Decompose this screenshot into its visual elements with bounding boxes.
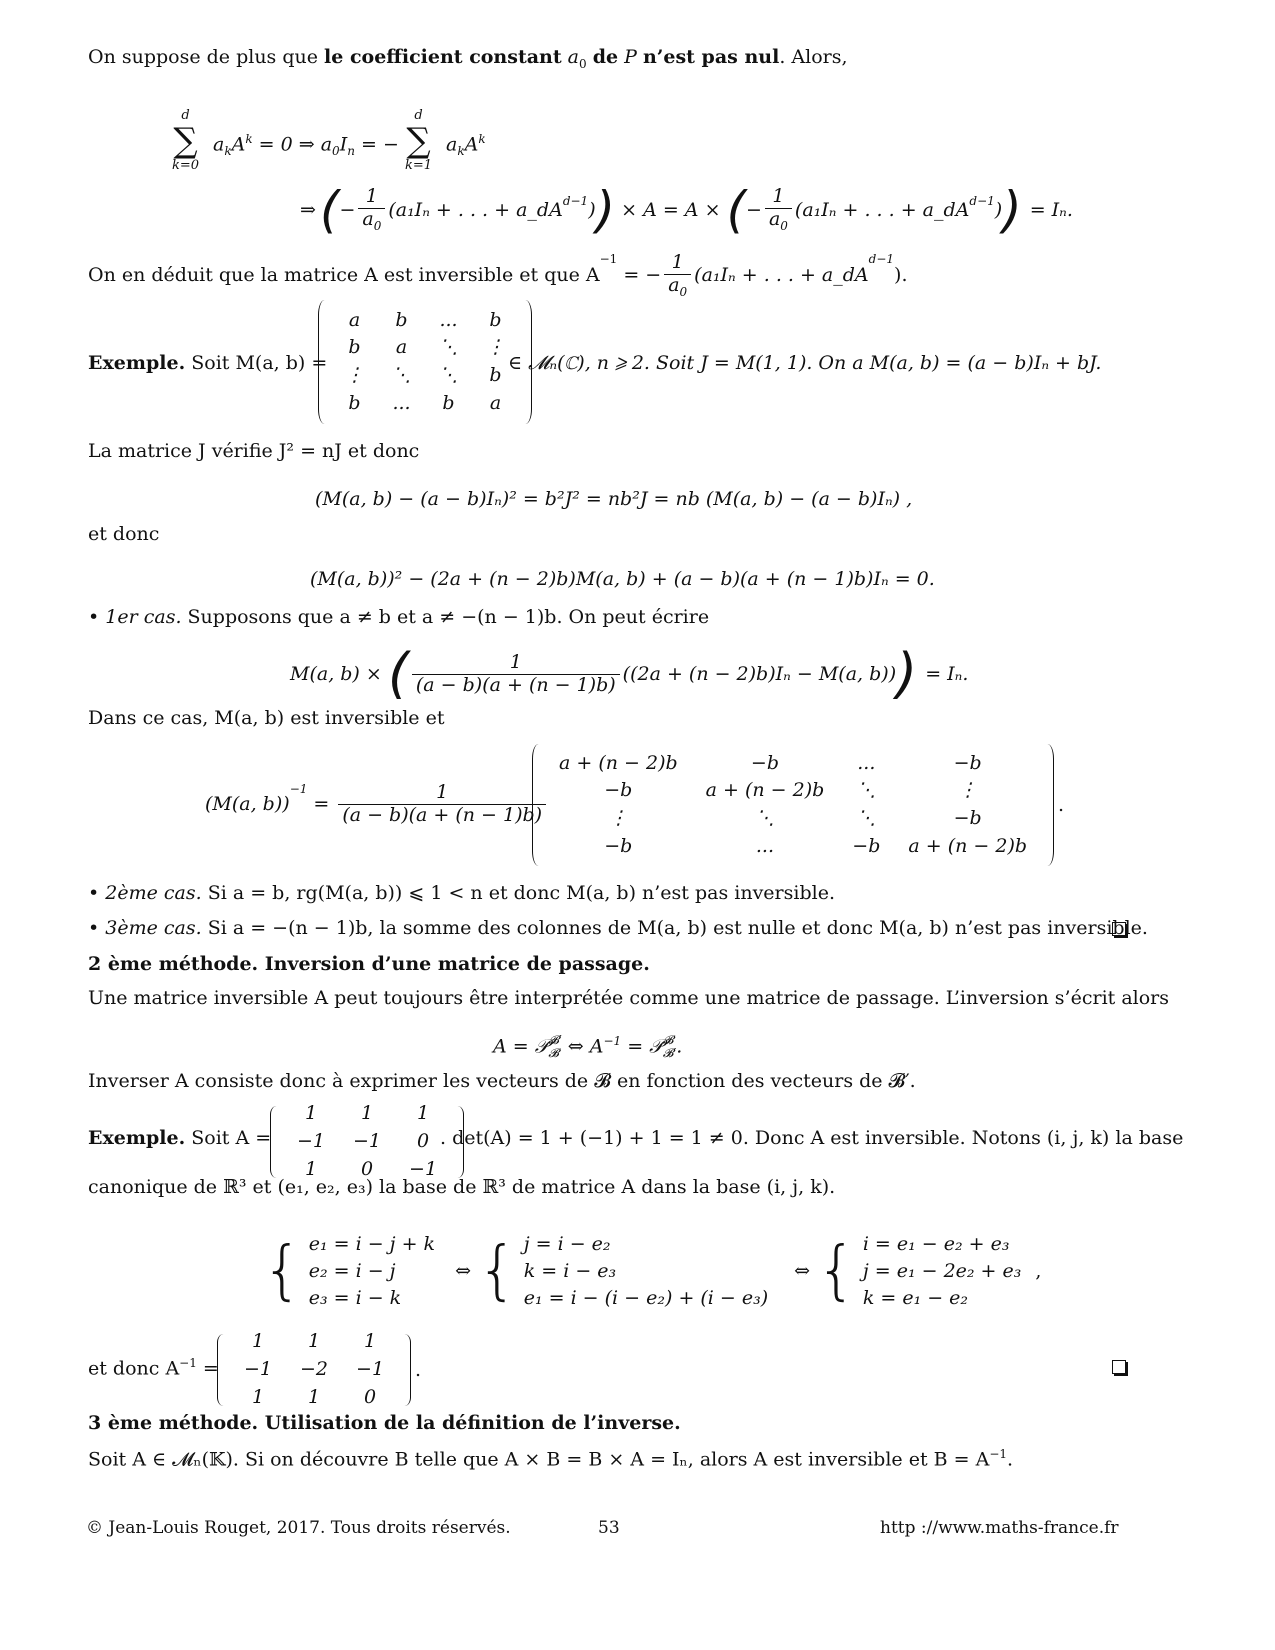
- intro-bold-de: de: [592, 46, 619, 68]
- mcell: b: [348, 336, 361, 359]
- bullet-3: •: [88, 917, 100, 939]
- bullet-2: •: [88, 882, 100, 904]
- mcell: ⋱: [392, 364, 411, 386]
- mcell: b: [489, 308, 502, 331]
- m2-sup1: 𝓑′: [548, 1033, 562, 1048]
- intro-post: . Alors,: [779, 46, 848, 68]
- sys3-row: k = e₁ − e₂: [862, 1286, 969, 1309]
- frac-den-sub-2: 0: [780, 218, 788, 233]
- frac-1-a0: [358, 186, 385, 233]
- inner-sup-2: d−1: [969, 194, 995, 208]
- footer-page-number: 53: [598, 1518, 620, 1538]
- icell: ⋮: [608, 807, 628, 829]
- ak-sub: k: [224, 144, 232, 159]
- icell: −b: [953, 751, 982, 774]
- case2-line: [88, 882, 835, 905]
- m2-sub1: 𝓑: [548, 1046, 560, 1061]
- acell: −1: [409, 1157, 438, 1180]
- sys1-row: e₃ = i − k: [308, 1286, 402, 1309]
- example2-label-line: [88, 1127, 271, 1150]
- example2-line2: canonique de ℝ³ et (e₁, e₂, e₃) la base de ℝ³ de matrice A dans la base (i, j, k).: [88, 1176, 836, 1198]
- mcell: ⋱: [439, 336, 458, 359]
- system-1: [303, 1230, 441, 1312]
- eq1-eq: = −: [360, 133, 399, 156]
- deduce-frac-num: 1: [664, 252, 691, 275]
- sum-top-1: d: [181, 108, 190, 123]
- sigma-2: ∑: [406, 120, 431, 161]
- mcell: a: [489, 391, 502, 414]
- eq-J: (M(a, b) − (a − b)Iₙ)² = b²J² = nb²J = nb (M(a, b) − (a − b)Iₙ) ,: [315, 488, 913, 510]
- ak-a: a: [213, 133, 225, 156]
- Ak2-sup: k: [478, 132, 486, 146]
- inv-frac-den: (a − b)(a + (n − 1)b): [342, 803, 543, 826]
- systems-comma: ,: [1035, 1259, 1042, 1282]
- example1-label-line: [88, 352, 327, 375]
- case1-left: M(a, b) ×: [290, 663, 382, 685]
- matrix-Ainv: [217, 1328, 421, 1411]
- mcell: ...: [392, 391, 411, 414]
- m2-sup2: 𝓑: [662, 1033, 674, 1048]
- rcell: 1: [251, 1385, 265, 1408]
- case1-frac-den: (a − b)(a + (n − 1)b): [415, 673, 616, 696]
- intro-paragraph: [88, 46, 848, 71]
- case2-label: 2ème cas.: [105, 882, 202, 904]
- icell: ⋮: [958, 779, 978, 802]
- big-paren-open: (: [319, 181, 340, 239]
- footer-url[interactable]: http ://www.maths-france.fr: [880, 1518, 1119, 1538]
- result-text: et donc A: [88, 1357, 180, 1380]
- icell: ...: [857, 751, 876, 774]
- result-sup: −1: [179, 1356, 197, 1370]
- eq1-line1-end: [446, 132, 486, 159]
- big-paren-close: ): [595, 181, 616, 239]
- icell: a + (n − 2)b: [705, 779, 825, 802]
- inner-poly-2: (a₁Iₙ + . . . + a_dA: [794, 198, 970, 221]
- rcell: −1: [356, 1357, 385, 1380]
- et-donc-1: et donc: [88, 523, 160, 545]
- frac-num-2: 1: [765, 186, 792, 209]
- method2-line2: Inverser A consiste donc à exprimer les vecteurs de 𝓑 en fonction des vecteurs de 𝓑′.: [88, 1070, 916, 1092]
- icell: ⋱: [755, 807, 775, 829]
- eq-In: = Iₙ.: [1029, 198, 1073, 221]
- acell: 0: [360, 1157, 374, 1180]
- rcell: 1: [307, 1385, 321, 1408]
- case1-line: [88, 606, 709, 629]
- icell: −b: [852, 834, 881, 857]
- In-I: I: [339, 133, 348, 156]
- Ak-sup: k: [245, 132, 253, 146]
- eq1-line2: ⇒ ( − $\frac{1}{a_0}$ (a₁Iₙ + . . . + a_dA $^{d-1}$ ) ) × A = A × ( − $\frac{1}{a_0}$ (a₁Iₙ + . . . + a_dA $^{d-1}$ ) ) = Iₙ.: [300, 181, 1073, 239]
- eq-inv-left: [205, 782, 549, 827]
- case3-label: 3ème cas.: [105, 917, 202, 939]
- sys3-row: j = e₁ − 2e₂ + e₃: [862, 1259, 1022, 1282]
- a0-sub-eq: 0: [332, 144, 340, 159]
- matrix-inv-paren-right: [1041, 744, 1054, 866]
- brace-2: {: [476, 1234, 518, 1309]
- frac-1-a0-2: [765, 186, 792, 233]
- method2-title: 2 ème méthode. Inversion d’une matrice de passage.: [88, 953, 650, 975]
- deduce-frac-den: a: [668, 273, 680, 296]
- sys2-row: j = i − e₂: [523, 1233, 611, 1255]
- system-3: [857, 1230, 1028, 1312]
- m2-eq-A: A = 𝒫: [493, 1035, 549, 1058]
- acell: −1: [353, 1129, 382, 1152]
- deduce-end: ).: [894, 264, 908, 287]
- a0-sub: 0: [579, 56, 587, 71]
- icell: −b: [604, 779, 633, 802]
- intro-bold-nonzero: n’est pas nul: [642, 46, 780, 68]
- matrix-A: [270, 1100, 464, 1183]
- mcell: b: [489, 364, 502, 386]
- deduce-line: [88, 252, 907, 299]
- matrix-Ainv-paren-left: [217, 1334, 230, 1406]
- acell: 1: [304, 1102, 318, 1124]
- matrix-M-table: [331, 307, 519, 418]
- inner-poly: (a₁Iₙ + . . . + a_dA: [388, 198, 563, 221]
- example1-label: Exemple.: [88, 352, 186, 374]
- m2-mid-sup: −1: [603, 1034, 622, 1048]
- case3-line: [88, 917, 1148, 940]
- rcell: −2: [300, 1357, 329, 1380]
- ak2-sub: k: [457, 144, 465, 159]
- matrix-M: [318, 300, 532, 424]
- method3-title: 3 ème méthode. Utilisation de la définition de l’inverse.: [88, 1412, 681, 1434]
- Ak-A: A: [231, 133, 246, 156]
- frac-num: 1: [358, 186, 385, 209]
- implies-arrow: ⇒: [300, 198, 316, 221]
- equiv-2: ⇔: [794, 1259, 811, 1282]
- frac-den-sub: 0: [373, 218, 382, 233]
- deduce-tail: (a₁Iₙ + . . . + a_dA: [694, 264, 869, 287]
- method3-end: .: [1007, 1448, 1014, 1471]
- sys1-row: e₁ = i − j + k: [308, 1233, 436, 1255]
- m2-end: .: [676, 1035, 683, 1058]
- sum-block-2: [405, 108, 432, 174]
- result-end: .: [415, 1358, 422, 1381]
- times-A: × A = A ×: [621, 198, 721, 221]
- case3-text: Si a = −(n − 1)b, la somme des colonnes de M(a, b) est nulle et donc M(a, b) n’est pas inversible.: [207, 917, 1148, 939]
- method2-eq: [493, 1034, 682, 1061]
- footer-copyright: © Jean-Louis Rouget, 2017. Tous droits réservés.: [86, 1518, 511, 1538]
- icell: −b: [750, 751, 779, 774]
- line-J: La matrice J vérifie J² = nJ et donc: [88, 440, 420, 462]
- mcell: ⋮: [345, 364, 364, 386]
- rcell: −1: [244, 1357, 273, 1380]
- ak2-a: a: [446, 133, 458, 156]
- mcell: b: [442, 391, 455, 414]
- matrix-inv-paren-left: [532, 744, 545, 866]
- a0-symbol: a: [567, 46, 579, 68]
- acell: 1: [360, 1102, 374, 1124]
- method3-text: Soit A ∈ 𝓜ₙ(𝕂). Si on découvre B telle que A × B = B × A = Iₙ, alors A est inversible et B = A: [88, 1448, 990, 1471]
- deduce-text: On en déduit que la matrice A est inversible et que A: [88, 264, 600, 287]
- rcell: 1: [251, 1330, 265, 1352]
- deduce-frac: [664, 252, 691, 299]
- deduce-sup: −1: [599, 252, 618, 266]
- system-2: [518, 1230, 774, 1312]
- case1-paren-open: (: [387, 642, 409, 705]
- case1-frac-num: 1: [412, 652, 620, 675]
- systems-block: [262, 1230, 1041, 1312]
- sum-block-1: [172, 108, 199, 173]
- qed-square-icon: [1112, 1360, 1126, 1374]
- method3-sup: −1: [989, 1447, 1008, 1461]
- sys3-row: i = e₁ − e₂ + e₃: [862, 1233, 1010, 1255]
- inv-frac-num: 1: [338, 782, 546, 805]
- icell: a + (n − 2)b: [559, 751, 678, 774]
- example2-label: Exemple.: [88, 1127, 186, 1149]
- example2-after: . det(A) = 1 + (−1) + 1 = 1 ≠ 0. Donc A est inversible. Notons (i, j, k) la base: [440, 1127, 1184, 1149]
- deduce-tail-sup: d−1: [868, 252, 895, 266]
- sys2-row: e₁ = i − (i − e₂) + (i − e₃): [523, 1286, 769, 1309]
- rcell: 1: [363, 1330, 377, 1352]
- big-paren-open-2: (: [726, 181, 747, 239]
- method2-text: Une matrice inversible A peut toujours être interprétée comme une matrice de passage. L’inversion s’écrit alors: [88, 987, 1169, 1009]
- matrix-inv: [532, 744, 1064, 866]
- mcell: b: [348, 391, 361, 414]
- sum-bottom-2: k=1: [405, 157, 433, 173]
- m2-mid2: = 𝒫: [627, 1035, 663, 1058]
- acell: 0: [416, 1129, 430, 1152]
- inv-left-sup: −1: [289, 782, 308, 796]
- matrix-inv-table: [545, 750, 1041, 861]
- deduce-frac-sub: 0: [679, 284, 688, 299]
- icell: ⋱: [856, 779, 876, 802]
- qed-square-icon: [1112, 922, 1126, 936]
- icell: a + (n − 2)b: [908, 834, 1028, 857]
- acell: 1: [416, 1102, 430, 1124]
- example1-soit: Soit M(a, b) =: [191, 352, 328, 374]
- case1-paren-close: ): [896, 642, 918, 705]
- brace-1: {: [262, 1234, 303, 1309]
- acell: 1: [304, 1157, 318, 1180]
- frac-den-a-2: a: [768, 208, 781, 231]
- eq-poly: (M(a, b))² − (2a + (n − 2)b)M(a, b) + (a − b)(a + (n − 1)b)Iₙ = 0.: [310, 568, 935, 590]
- sum-bottom-1: k=0: [172, 157, 200, 173]
- case1-frac: [412, 652, 620, 697]
- example2-soit: Soit A =: [191, 1127, 272, 1149]
- equiv-1: ⇔: [455, 1259, 471, 1282]
- result-eq: =: [202, 1357, 219, 1380]
- icell: −b: [953, 807, 982, 829]
- sys2-row: k = i − e₃: [523, 1259, 617, 1282]
- mcell: ⋮: [486, 336, 505, 359]
- case1-right: ((2a + (n − 2)b)Iₙ − M(a, b)): [622, 663, 897, 685]
- matrix-Ainv-paren-right: [398, 1334, 411, 1406]
- m2-sub2: 𝓑′: [662, 1046, 677, 1061]
- inv-eq: =: [313, 792, 330, 815]
- matrix-A-table: [283, 1100, 451, 1183]
- case1-end: = Iₙ.: [925, 663, 969, 685]
- case2-text: Si a = b, rg(M(a, b)) ⩽ 1 < n et donc M(a, b) n’est pas inversible.: [207, 882, 835, 904]
- mcell: a: [395, 336, 408, 359]
- Ak2-A: A: [464, 133, 479, 156]
- sigma-1: ∑: [173, 120, 198, 161]
- m2-mid: ⇔ A: [567, 1035, 604, 1058]
- frac-den-a: a: [362, 208, 374, 231]
- method3-line: [88, 1447, 1013, 1471]
- P-symbol: P: [624, 46, 637, 68]
- mcell: ...: [439, 308, 458, 331]
- sum-top-2: d: [414, 108, 423, 123]
- icell: ⋱: [856, 807, 876, 829]
- inv-frac: [338, 782, 546, 827]
- eq1-mid: = 0 ⇒ a: [258, 133, 333, 156]
- acell: −1: [297, 1129, 326, 1152]
- mcell: a: [348, 308, 361, 331]
- eq-case1: [290, 642, 968, 707]
- intro-text: On suppose de plus que: [88, 46, 325, 68]
- eq1-line1-a: [213, 132, 399, 159]
- rcell: 0: [363, 1385, 377, 1408]
- icell: ...: [755, 834, 775, 857]
- matrix-A-paren-left: [270, 1106, 283, 1178]
- inner-sup: d−1: [562, 194, 589, 208]
- case1-text: Supposons que a ≠ b et a ≠ −(n − 1)b. On peut écrire: [187, 606, 710, 628]
- In-n: n: [347, 144, 355, 159]
- inv-left: (M(a, b)): [205, 792, 290, 815]
- sys1-row: e₂ = i − j: [308, 1259, 396, 1282]
- rcell: 1: [307, 1330, 321, 1352]
- result-line: [88, 1356, 219, 1380]
- intro-bold: le coefficient constant: [324, 46, 562, 68]
- case1-label: 1er cas.: [105, 606, 182, 628]
- deduce-eq: = −: [623, 264, 662, 287]
- mcell: ⋱: [439, 364, 458, 386]
- big-paren-close-2: ): [1002, 181, 1022, 239]
- matrix-Ainv-table: [230, 1328, 398, 1411]
- brace-3: {: [816, 1234, 857, 1309]
- inv-end: .: [1058, 794, 1065, 816]
- matrix-M-paren-left: [318, 300, 331, 424]
- bullet-1: •: [88, 606, 100, 628]
- mcell: b: [395, 308, 408, 331]
- icell: −b: [604, 834, 633, 857]
- example1-after: ∈ 𝓜ₙ(ℂ), n ⩾ 2. Soit J = M(1, 1). On a M(a, b) = (a − b)Iₙ + bJ.: [508, 352, 1102, 374]
- dans-ce-cas: Dans ce cas, M(a, b) est inversible et: [88, 707, 445, 729]
